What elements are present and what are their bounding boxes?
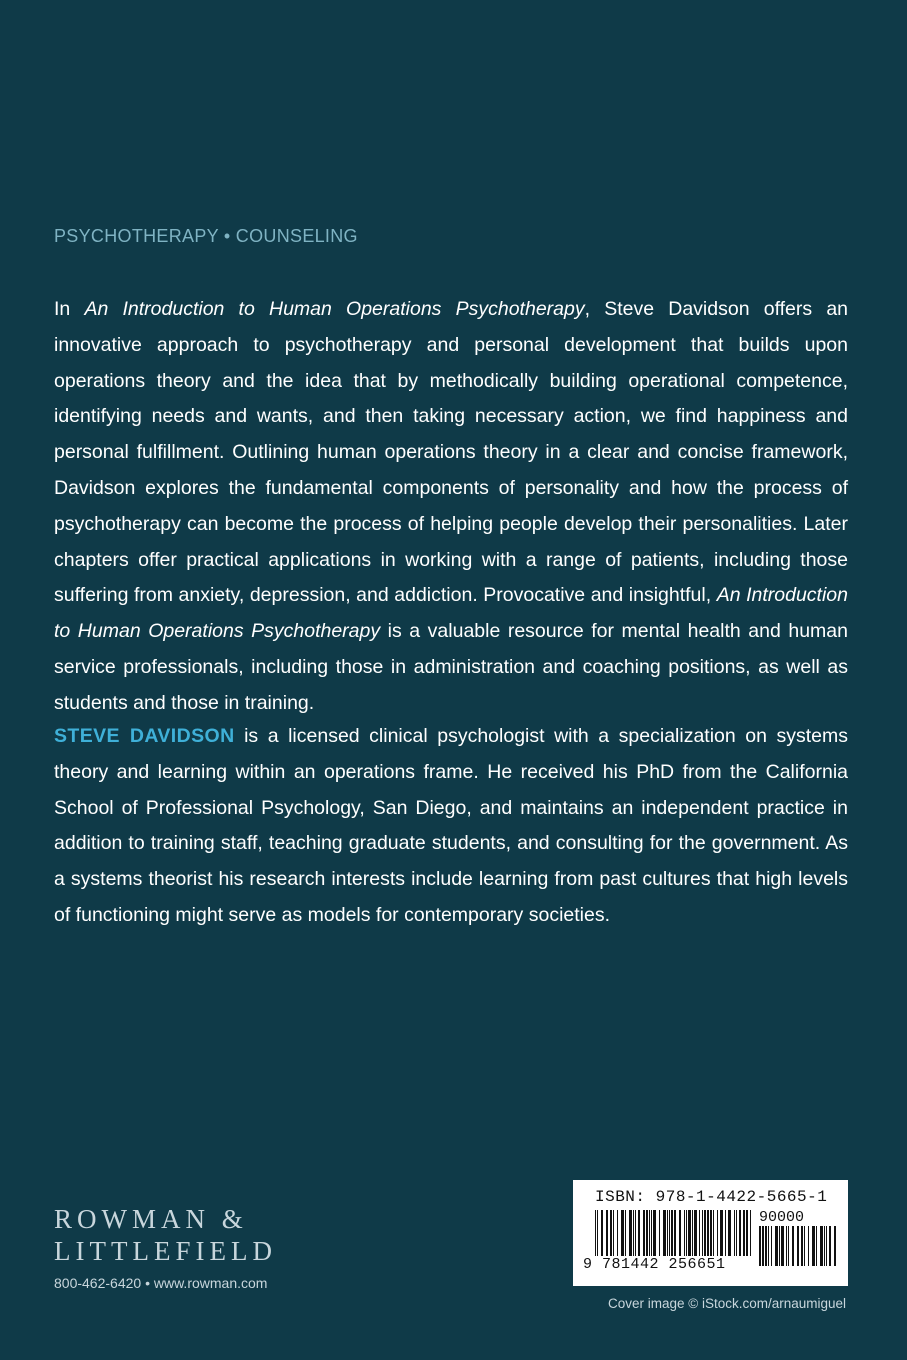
- isbn-barcode: [573, 1180, 848, 1286]
- book-description: [54, 292, 848, 722]
- price-barcode-bars-icon: [759, 1226, 839, 1266]
- category-label: PSYCHOTHERAPY • COUNSELING: [54, 226, 358, 246]
- publisher-name-line1: ROWMAN &: [54, 1204, 248, 1234]
- publisher-contact: 800-462-6420 • www.rowman.com: [54, 1275, 268, 1291]
- book-title-italic: An Introduction to Human Operations Psychotherapy: [84, 298, 585, 320]
- book-title-italic-2: An Introduction to Human Operations Psychotherapy: [54, 584, 848, 643]
- ean-digits: 9 781442 256651: [583, 1256, 726, 1273]
- description-body: , Steve Davidson offers an innovative approach to psychotherapy and personal development that builds upon operations theory and the idea that by methodically building operational competence, identifying needs and wants, and then taking necessary action, we find happiness and personal fulfillment. Outlining human operations theory in a clear and concise framework, Davidson explores the fundamental components of personality and how the process of psychotherapy can become the process of helping people develop their personalities. Later chapters offer practical applications in working with a range of patients, including those suffering from anxiety, depression, and addiction. Provocative and insightful,: [54, 298, 849, 607]
- author-name: STEVE DAVIDSON: [54, 725, 235, 747]
- isbn-number: ISBN: 978-1-4422-5665-1: [595, 1188, 828, 1206]
- barcode-bars-icon: [595, 1210, 753, 1256]
- description-closing: is a valuable resource for mental health and human service professionals, including those in administration and coaching positions, as well as students and those in training.: [54, 620, 848, 714]
- publisher-name-line2: LITTLEFIELD: [54, 1236, 277, 1266]
- cover-image-credit: Cover image © iStock.com/arnaumiguel: [608, 1296, 847, 1311]
- author-bio: [54, 719, 848, 934]
- publisher-logo: [54, 1203, 277, 1267]
- author-bio-text: is a licensed clinical psychologist with a specialization on systems theory and learning within an operations frame. He received his PhD from the California School of Professional Psychology, San Diego, and maintains an independent practice in addition to training staff, teaching graduate students, and consulting for the government. As a systems theorist his research interests include learning from past cultures that high levels of functioning might serve as models for contemporary societies.: [54, 725, 849, 926]
- price-code: 90000: [759, 1209, 805, 1226]
- description-intro: In: [54, 298, 85, 320]
